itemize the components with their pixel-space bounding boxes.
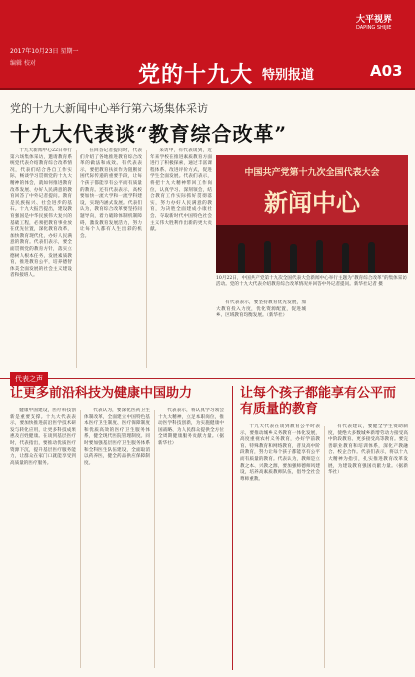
section-rubric: 党的十九大 <box>138 62 254 88</box>
article1-text-3: 采访中，有代表谈到，近年来学校在推进素质教育方面进行了积极探索，通过丰富课程体系、改进评价方式，促进学生全面发展。代表们表示，将把十九大精神带回工作岗位，认真学习、深刻领会，结合教育工作实际抓好贯彻落实，努力办好人民满意的教育，为决胜全面建成小康社会、夺取新时代中国特色社会主义伟大胜利作出新的更大贡献。 <box>150 148 212 233</box>
column-divider <box>80 410 81 668</box>
article2-text-2: 代表认为，要深化医药卫生体制改革，全面建立中国特色基本医疗卫生制度、医疗保障制度和优质高效的医疗卫生服务体系，健全现代医院管理制度。同时要加强基层医疗卫生服务体系和全科医生队伍建设，全面取消以药养医，健全药品供应保障制度。 <box>84 408 150 466</box>
backdrop-news-center: 新闻中心 <box>264 188 360 217</box>
article3-headline: 让每个孩子都能享有公平而有质量的教育 <box>240 386 397 417</box>
article1-column-1 <box>10 148 72 368</box>
main-headline: 十九大代表谈“教育综合改革” <box>10 122 288 146</box>
press-conference-photo <box>216 155 408 273</box>
section-rule <box>0 378 415 379</box>
article2-text-3: 代表表示，将认真学习领会十九大精神，立足本职岗位，推动医学科技创新，为实施健康中国战略、为人民群众提供全方位全周期健康服务贡献力量。（据新华社） <box>158 408 224 446</box>
article-kicker: 党的十九大新闻中心举行第六场集体采访 <box>10 102 208 115</box>
article1-column-3 <box>150 148 212 368</box>
article2-text-1: 健康中国建设，医疗科技创新是重要支撑。十九大代表表示，要加快推进前沿医学技术研发与转化应用，让更多科技成果惠及百姓健康。在谈到基层医疗时，代表指出，要推动优质医疗资源下沉，提升基层医疗服务能力，让群众在家门口就能享受到高质量的医疗服务。 <box>10 408 76 466</box>
article1-text-4: 有代表表示，要坚持教育优先发展，加大教育投入力度，优化资源配置，促进城乡、区域教育均衡发展。（新华社） <box>216 300 306 319</box>
backdrop-congress-title: 中国共产党第十九次全国代表大会 <box>244 168 380 178</box>
article1-column-2 <box>80 148 142 368</box>
section-tag: 代表之声 <box>10 372 48 386</box>
article1-text-2: 在回答记者提问时，代表们介绍了各地推进教育综合改革的做法和成效。有代表表示，要把教育扶贫作为阻断贫困代际传递的重要手段，让每个孩子都能享有公平而有质量的教育。还有代表表示，高校要加快一流大学和一流学科建设，实现内涵式发展。代表们认为，教育综合改革要坚持问题导向，着力破除体制机制障碍，激发教育发展活力，努力让每个人都有人生出彩的机会。 <box>80 148 142 239</box>
page-number: A03 <box>370 62 403 80</box>
article3-column-2 <box>328 424 408 670</box>
column-divider <box>154 410 155 668</box>
delegate-figure <box>368 242 375 273</box>
delegate-figure <box>316 240 323 273</box>
article2-column-2 <box>84 408 150 670</box>
article2-column-1 <box>10 408 76 670</box>
article2-headline: 让更多前沿科技为健康中国助力 <box>10 386 193 401</box>
article-divider <box>232 386 233 670</box>
column-divider <box>76 150 77 368</box>
photo-stage <box>216 225 408 273</box>
delegate-figure <box>238 243 245 273</box>
article3-text-1: 十九大代表在谈到教育公平时表示，要推动城乡义务教育一体化发展，高度重视农村义务教育，办好学前教育、特殊教育和网络教育，普及高中阶段教育，努力让每个孩子都能享有公平而有质量的教育。代表认为，教师是立教之本、兴教之源，要加强师德师风建设，培养高素质教师队伍，倡导全社会尊师重教。 <box>240 424 320 482</box>
special-report-tag: 特别报道 <box>262 68 315 83</box>
column-divider <box>146 150 147 368</box>
delegate-figure <box>342 243 349 273</box>
editor-credit: 编辑 校对 <box>10 60 36 67</box>
article1-text-1: 十九大新闻中心22日举行第六场集体采访，邀请教育系统党代表介绍教育综合改革情况，代表们结合各自工作实际，畅谈学习贯彻党的十九大精神的体会，就如何推进教育改革发展、办好人民满意的教育回答了中外记者提问。教育是民族振兴、社会进步的基石。十九大报告提出，建设教育强国是中华民族伟大复兴的基础工程，必须把教育事业放在优先位置，深化教育改革，加快教育现代化，办好人民满意的教育。代表们表示，要全面贯彻党的教育方针，落实立德树人根本任务，发展素质教育，推进教育公平，培养德智体美全面发展的社会主义建设者和接班人。 <box>10 148 72 279</box>
article3-text-2: 有代表建议，要健全学生资助制度，使绝大多数城乡新增劳动力接受高中阶段教育、更多接受高等教育。要完善职业教育和培训体系，深化产教融合、校企合作。代表们表示，将以十九大精神为指引，扎实推进教育改革发展，为建设教育强国贡献力量。（据新华社） <box>328 424 408 476</box>
paper-logo <box>356 12 404 48</box>
column-divider <box>324 426 325 668</box>
logo-subtitle: DAPING SHIJIE <box>356 25 392 31</box>
article3-column-1 <box>240 424 320 670</box>
issue-date: 2017年10月23日 星期一 <box>10 48 79 55</box>
article1-column-4 <box>216 300 306 368</box>
photo-caption: 10月22日，中国共产党第十九次全国代表大会新闻中心举行主题为“教育综合改革”的集体采访活动。党的十九大代表介绍教育综合改革情况并回答中外记者提问。新华社记者 摄 <box>216 276 407 288</box>
logo-title: 大平视界 <box>356 15 393 25</box>
delegate-figure <box>264 241 271 273</box>
article2-column-3 <box>158 408 224 670</box>
delegate-figure <box>290 244 297 273</box>
